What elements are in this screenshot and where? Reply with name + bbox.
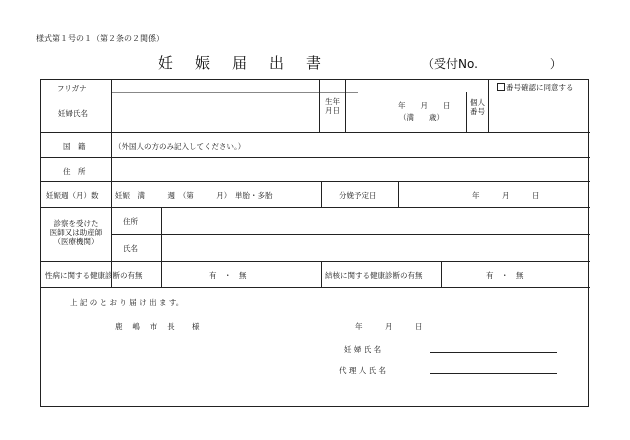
row-line (41, 261, 590, 262)
birth-date-label: 生年 月日 (325, 97, 340, 115)
furigana-label: フリガナ (57, 84, 87, 93)
nationality-note: （外国人の方のみ記入してください。） (114, 142, 246, 151)
tb-check-value: 有 ・ 無 (486, 271, 524, 280)
row-line (41, 132, 590, 133)
due-date-label: 分娩予定日 (339, 191, 377, 200)
weeks-label: 妊娠週（月）数 (46, 191, 99, 200)
proxy-signature-line[interactable] (430, 373, 557, 374)
row-line (41, 181, 590, 182)
col-line (161, 207, 162, 261)
mother-signature-label: 妊 婦 氏 名 (344, 345, 382, 354)
address-label: 住 所 (63, 167, 86, 176)
name-label: 妊婦氏名 (58, 109, 88, 118)
form-title: 妊娠届出書 (158, 54, 344, 72)
age-value: （満 歳） (399, 113, 444, 122)
nationality-label: 国 籍 (63, 142, 86, 151)
my-number-label: 個人 番号 (470, 98, 485, 116)
declaration-date: 年 月 日 (355, 322, 423, 331)
col-line (321, 181, 322, 207)
doctor-name-label: 氏名 (123, 244, 138, 253)
col-line (161, 261, 162, 287)
checkbox-icon (497, 83, 505, 91)
std-check-value: 有 ・ 無 (209, 271, 247, 280)
declaration-statement: 上 記 の と お り 届 け 出 ま す。 (70, 298, 184, 307)
row-line (41, 157, 590, 158)
consent-checkbox[interactable] (497, 82, 574, 93)
due-date-value: 年 月 日 (472, 191, 540, 200)
row-line (41, 287, 590, 288)
col-line (488, 80, 489, 132)
doctor-label: 診察を受けた 医師又は助産師 （医療機関） (49, 219, 103, 246)
receipt-number: （受付No. ） (422, 57, 562, 71)
col-line (345, 80, 346, 132)
form-table (40, 79, 589, 407)
form-reference: 様式第１号の１（第２条の２関係） (36, 34, 164, 43)
addressee: 鹿 嶋 市 長 様 (115, 322, 200, 331)
col-line (441, 261, 442, 287)
row-line (111, 234, 590, 235)
label-column-line (111, 80, 112, 287)
std-check-label: 性病に関する健康診断の有無 (45, 271, 143, 280)
weeks-value: 妊娠 満 週 （第 月） 単胎・多胎 (115, 191, 273, 200)
doctor-address-label: 住所 (123, 217, 138, 226)
col-line (321, 261, 322, 287)
furigana-divider (111, 92, 358, 93)
mother-signature-line[interactable] (430, 352, 557, 353)
birth-date-value: 年 月 日 (398, 101, 451, 110)
proxy-signature-label: 代 理 人 氏 名 (339, 366, 387, 375)
col-line (398, 181, 399, 207)
tb-check-label: 結核に関する健康診断の有無 (325, 271, 423, 280)
row-line (41, 207, 590, 208)
consent-label: 番号確認に同意する (506, 83, 574, 92)
